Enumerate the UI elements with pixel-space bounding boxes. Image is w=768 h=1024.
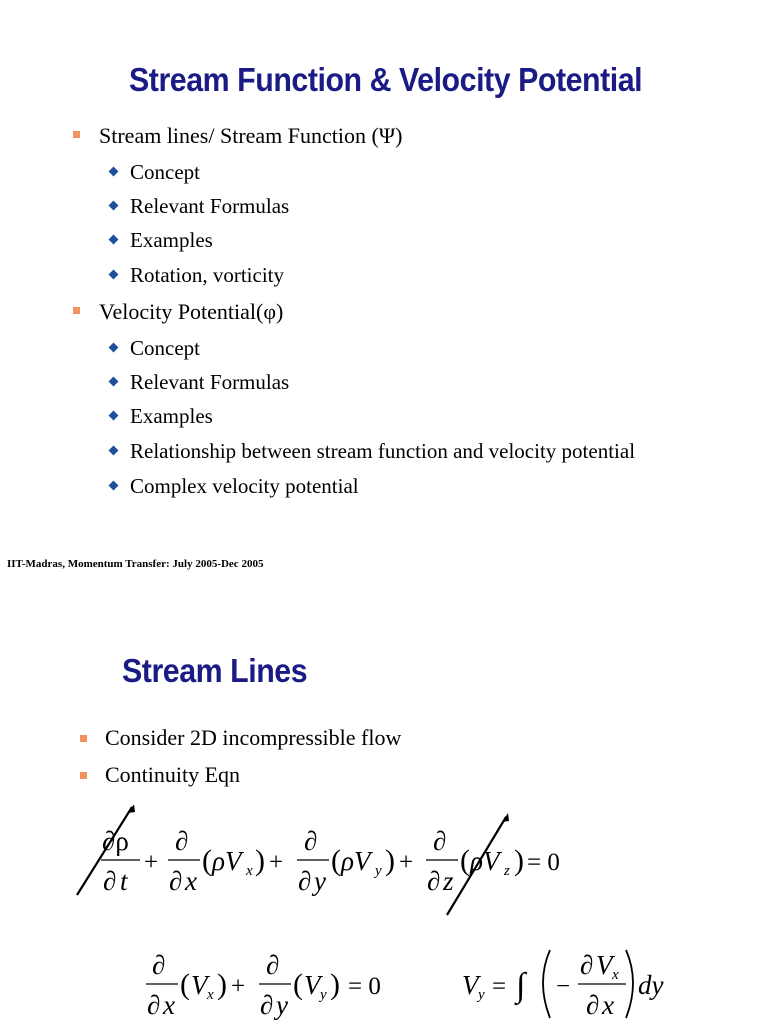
svg-text:∂: ∂: [266, 950, 280, 980]
svg-text:V: V: [462, 970, 479, 1000]
bullet-stream-function: Stream lines/ Stream Function (Ψ): [99, 123, 403, 148]
bullet-velocity-potential: Velocity Potential(φ): [99, 299, 284, 324]
continuity-equation-3d: [70, 805, 590, 920]
svg-text:y: y: [314, 866, 326, 896]
sub-item: Examples: [130, 228, 213, 252]
footer-credit: IIT-Madras, Momentum Transfer: July 2005-Dec 2005: [7, 558, 264, 570]
sub-item: Relevant Formulas: [130, 194, 290, 218]
svg-text:(: (: [180, 968, 190, 1001]
sub-item: Concept: [130, 336, 200, 360]
svg-text:∂: ∂: [586, 990, 600, 1020]
svg-text:V: V: [596, 950, 613, 980]
svg-text:dy: dy: [638, 970, 664, 1000]
slide-title: Stream Function & Velocity Potential: [129, 61, 643, 98]
svg-text:V: V: [304, 970, 321, 1000]
svg-text:y: y: [320, 987, 327, 1003]
square-bullet-icon: [73, 131, 80, 138]
diamond-bullet-icon: [109, 235, 119, 245]
svg-text:+: +: [144, 849, 159, 876]
svg-text:x: x: [612, 967, 619, 983]
svg-text:ρV: ρV: [470, 846, 500, 876]
diamond-bullet-icon: [109, 481, 119, 491]
slide-2: [0, 580, 768, 1024]
diamond-bullet-icon: [109, 377, 119, 387]
svg-text:∂: ∂: [433, 826, 447, 856]
svg-text:∂: ∂: [427, 866, 441, 896]
sub-item: Relevant Formulas: [130, 370, 290, 394]
bullet-2d-flow: Consider 2D incompressible flow: [105, 725, 402, 750]
svg-text:y: y: [375, 863, 382, 879]
svg-text:∂: ∂: [298, 866, 312, 896]
svg-text:y: y: [478, 987, 485, 1003]
diamond-bullet-icon: [109, 270, 119, 280]
slide-title: Stream Lines: [122, 652, 308, 689]
vy-integral-equation: [458, 942, 688, 1024]
diamond-bullet-icon: [109, 201, 119, 211]
diamond-bullet-icon: [109, 343, 119, 353]
svg-text:(: (: [293, 968, 303, 1001]
svg-text:x: x: [602, 990, 614, 1020]
svg-text:V: V: [191, 970, 208, 1000]
svg-text:x: x: [246, 863, 253, 879]
svg-text:(: (: [202, 844, 212, 877]
svg-text:y: y: [276, 990, 288, 1020]
svg-text:z: z: [443, 866, 454, 896]
svg-text:+: +: [231, 973, 246, 1000]
diamond-bullet-icon: [109, 167, 119, 177]
svg-text:−: −: [556, 973, 571, 1000]
svg-text:+: +: [269, 849, 284, 876]
svg-text:∂: ∂: [580, 950, 594, 980]
svg-text:t: t: [120, 866, 128, 896]
svg-text:): ): [217, 968, 227, 1001]
svg-text:=: =: [492, 973, 507, 1000]
sub-item: Rotation, vorticity: [130, 263, 284, 287]
svg-text:(: (: [331, 844, 341, 877]
svg-text:∂: ∂: [147, 990, 161, 1020]
sub-item: Concept: [130, 160, 200, 184]
svg-text:ρV: ρV: [212, 846, 242, 876]
sub-item: Relationship between stream function and velocity potential: [130, 439, 636, 463]
square-bullet-icon: [73, 307, 80, 314]
svg-text:∂: ∂: [152, 950, 166, 980]
sub-item: Complex velocity potential: [130, 474, 359, 498]
svg-text:): ): [330, 968, 340, 1001]
diamond-bullet-icon: [109, 446, 119, 456]
continuity-equation-2d: [140, 942, 405, 1024]
sub-item: Examples: [130, 404, 213, 428]
svg-text:∂: ∂: [304, 826, 318, 856]
svg-text:x: x: [185, 866, 197, 896]
svg-text:): ): [514, 844, 524, 877]
square-bullet-icon: [80, 735, 87, 742]
svg-text:(: (: [460, 844, 470, 877]
svg-text:ρV: ρV: [341, 846, 371, 876]
svg-text:= 0: = 0: [527, 849, 560, 876]
svg-text:): ): [385, 844, 395, 877]
svg-text:∂: ∂: [169, 866, 183, 896]
svg-text:∂: ∂: [175, 826, 189, 856]
svg-text:∫: ∫: [516, 967, 526, 1004]
square-bullet-icon: [80, 772, 87, 779]
diamond-bullet-icon: [109, 411, 119, 421]
svg-text:x: x: [207, 987, 214, 1003]
svg-text:∂: ∂: [260, 990, 274, 1020]
svg-text:+: +: [399, 849, 414, 876]
bullet-continuity: Continuity Eqn: [105, 762, 241, 787]
svg-text:z: z: [504, 863, 510, 879]
svg-text:∂: ∂: [103, 866, 117, 896]
svg-text:= 0: = 0: [348, 973, 381, 1000]
svg-text:x: x: [163, 990, 175, 1020]
svg-text:∂ρ: ∂ρ: [102, 826, 129, 856]
svg-text:): ): [255, 844, 265, 877]
